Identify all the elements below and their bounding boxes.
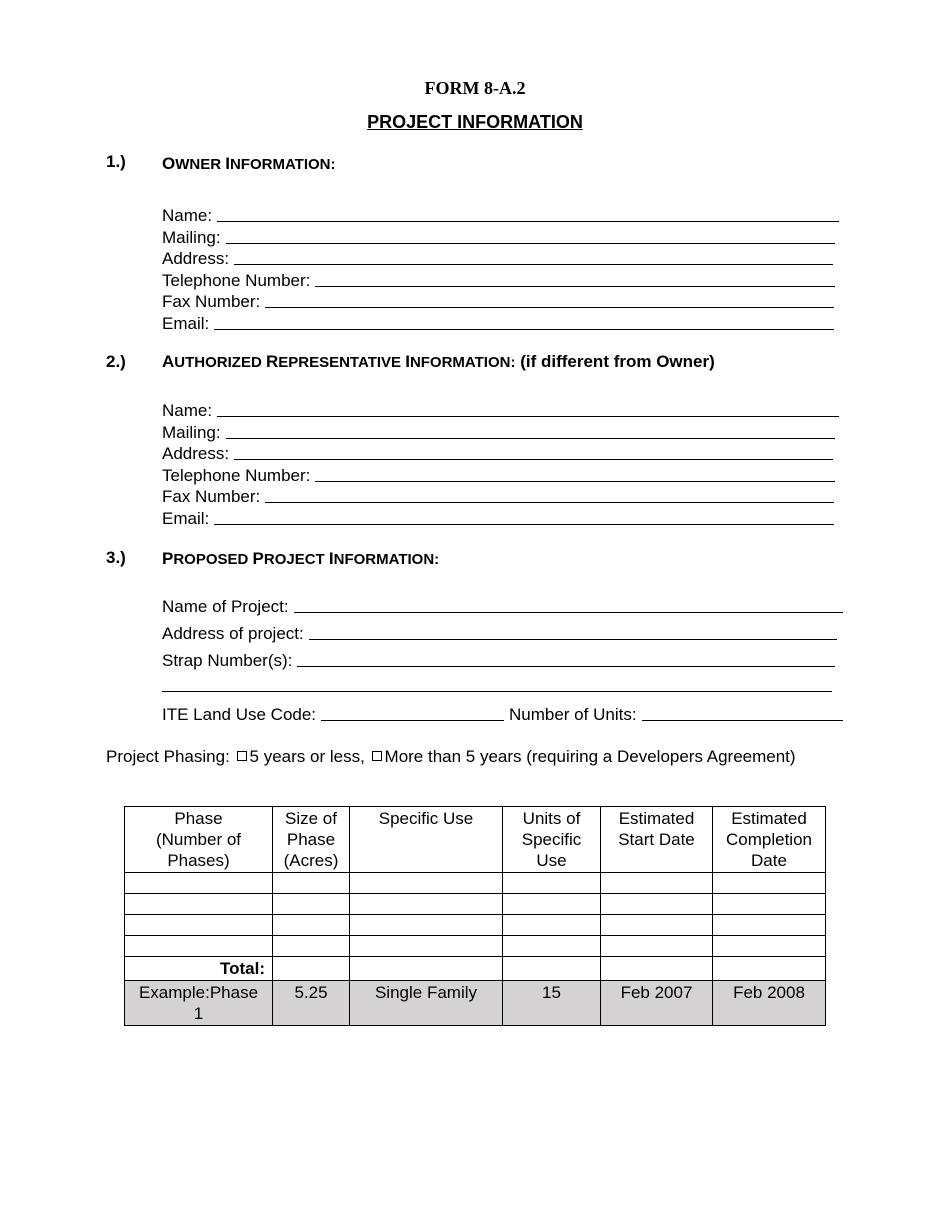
table-cell[interactable]: [713, 957, 826, 981]
project-address-line[interactable]: [309, 639, 837, 640]
phasing-option-2-label: More than 5 years (requiring a Developers Agreement): [384, 747, 796, 766]
owner-mailing-line[interactable]: [226, 243, 835, 244]
table-cell[interactable]: [503, 873, 601, 894]
strap-number-label: Strap Number(s):: [162, 651, 293, 670]
owner-fax-line[interactable]: [265, 307, 834, 308]
table-cell[interactable]: [503, 957, 601, 981]
rep-telephone-line[interactable]: [315, 481, 835, 482]
section-2-title: AUTHORIZED REPRESENTATIVE INFORMATION: (if different from Owner): [162, 352, 715, 371]
table-cell[interactable]: [273, 873, 350, 894]
table-cell[interactable]: [601, 915, 713, 936]
rep-fax-field[interactable]: [162, 485, 834, 507]
rep-address-field[interactable]: [162, 442, 833, 464]
strap-number-line[interactable]: [297, 666, 835, 667]
table-cell[interactable]: [350, 894, 503, 915]
example-start-date: Feb 2007: [601, 981, 713, 1026]
phasing-option-1-label: 5 years or less,: [249, 747, 365, 766]
table-row: [125, 936, 826, 957]
form-title: PROJECT INFORMATION: [367, 112, 583, 132]
section-3-title: PROPOSED PROJECT INFORMATION:: [162, 549, 440, 568]
units-field[interactable]: [509, 703, 843, 725]
table-cell[interactable]: [713, 873, 826, 894]
units-label: Number of Units:: [509, 705, 637, 724]
table-cell[interactable]: [713, 936, 826, 957]
table-row: [125, 915, 826, 936]
total-label: Total:: [125, 957, 273, 981]
rep-mailing-field[interactable]: [162, 421, 835, 443]
project-name-field[interactable]: [162, 595, 843, 617]
table-cell[interactable]: [503, 894, 601, 915]
rep-address-line[interactable]: [234, 459, 833, 460]
header-phase: Phase (Number of Phases): [125, 807, 273, 873]
rep-mailing-label: Mailing:: [162, 423, 221, 442]
owner-fax-field[interactable]: [162, 290, 834, 312]
owner-address-field[interactable]: [162, 247, 833, 269]
table-total-row: [125, 957, 826, 981]
header-units: Units of Specific Use: [503, 807, 601, 873]
phasing-label: Project Phasing:: [106, 747, 230, 766]
table-cell[interactable]: [350, 915, 503, 936]
phasing-option-2-checkbox[interactable]: [372, 751, 382, 761]
table-cell[interactable]: [503, 936, 601, 957]
owner-mailing-label: Mailing:: [162, 228, 221, 247]
project-name-line[interactable]: [294, 612, 843, 613]
table-cell[interactable]: [713, 915, 826, 936]
owner-fax-label: Fax Number:: [162, 292, 261, 311]
owner-email-label: Email:: [162, 314, 210, 333]
rep-name-label: Name:: [162, 401, 213, 420]
owner-mailing-field[interactable]: [162, 226, 835, 248]
rep-name-line[interactable]: [217, 416, 839, 417]
owner-name-label: Name:: [162, 206, 213, 225]
owner-address-label: Address:: [162, 249, 230, 268]
header-completion-date: Estimated Completion Date: [713, 807, 826, 873]
owner-telephone-label: Telephone Number:: [162, 271, 311, 290]
project-phasing: [106, 747, 796, 767]
table-cell[interactable]: [601, 936, 713, 957]
table-row: [125, 873, 826, 894]
table-cell[interactable]: [125, 873, 273, 894]
strap-number-extra-line[interactable]: [162, 691, 832, 692]
table-example-row: [125, 981, 826, 1026]
owner-name-line[interactable]: [217, 221, 839, 222]
units-line[interactable]: [642, 720, 843, 721]
owner-telephone-line[interactable]: [315, 286, 835, 287]
owner-telephone-field[interactable]: [162, 269, 835, 291]
table-cell[interactable]: [601, 873, 713, 894]
owner-email-field[interactable]: [162, 312, 834, 334]
section-1-title: OWNER INFORMATION:: [162, 154, 336, 173]
project-address-field[interactable]: [162, 622, 837, 644]
project-name-label: Name of Project:: [162, 597, 289, 616]
project-address-label: Address of project:: [162, 624, 304, 643]
rep-name-field[interactable]: [162, 399, 839, 421]
owner-email-line[interactable]: [214, 329, 834, 330]
example-phase: Example:Phase 1: [125, 981, 273, 1026]
rep-fax-label: Fax Number:: [162, 487, 261, 506]
section-2-number: 2.): [106, 352, 126, 371]
table-cell[interactable]: [350, 873, 503, 894]
table-cell[interactable]: [350, 936, 503, 957]
owner-name-field[interactable]: [162, 204, 839, 226]
example-units: 15: [503, 981, 601, 1026]
table-cell[interactable]: [273, 915, 350, 936]
header-size: Size of Phase (Acres): [273, 807, 350, 873]
ite-code-line[interactable]: [321, 720, 504, 721]
header-specific-use: Specific Use: [350, 807, 503, 873]
example-specific-use: Single Family: [350, 981, 503, 1026]
table-cell[interactable]: [503, 915, 601, 936]
rep-telephone-field[interactable]: [162, 464, 835, 486]
table-cell[interactable]: [601, 894, 713, 915]
table-cell[interactable]: [273, 894, 350, 915]
owner-address-line[interactable]: [234, 264, 833, 265]
example-completion-date: Feb 2008: [713, 981, 826, 1026]
rep-email-line[interactable]: [214, 524, 834, 525]
phasing-option-1-checkbox[interactable]: [237, 751, 247, 761]
ite-code-label: ITE Land Use Code:: [162, 705, 317, 724]
example-size: 5.25: [273, 981, 350, 1026]
rep-telephone-label: Telephone Number:: [162, 466, 311, 485]
table-cell[interactable]: [273, 957, 350, 981]
strap-number-field[interactable]: [162, 649, 835, 671]
table-cell[interactable]: [713, 894, 826, 915]
table-cell[interactable]: [601, 957, 713, 981]
header-start-date: Estimated Start Date: [601, 807, 713, 873]
table-cell[interactable]: [125, 936, 273, 957]
ite-code-field[interactable]: [162, 703, 504, 725]
table-cell[interactable]: [125, 915, 273, 936]
table-row: [125, 894, 826, 915]
rep-mailing-line[interactable]: [226, 438, 835, 439]
phasing-table: [124, 806, 826, 1026]
table-cell[interactable]: [350, 957, 503, 981]
rep-fax-line[interactable]: [265, 502, 834, 503]
form-number: FORM 8-A.2: [424, 78, 526, 98]
section-1-number: 1.): [106, 152, 126, 171]
rep-email-field[interactable]: [162, 507, 834, 529]
table-cell[interactable]: [273, 936, 350, 957]
table-header-row: [125, 807, 826, 873]
table-cell[interactable]: [125, 894, 273, 915]
rep-email-label: Email:: [162, 509, 210, 528]
rep-address-label: Address:: [162, 444, 230, 463]
section-3-number: 3.): [106, 548, 126, 567]
